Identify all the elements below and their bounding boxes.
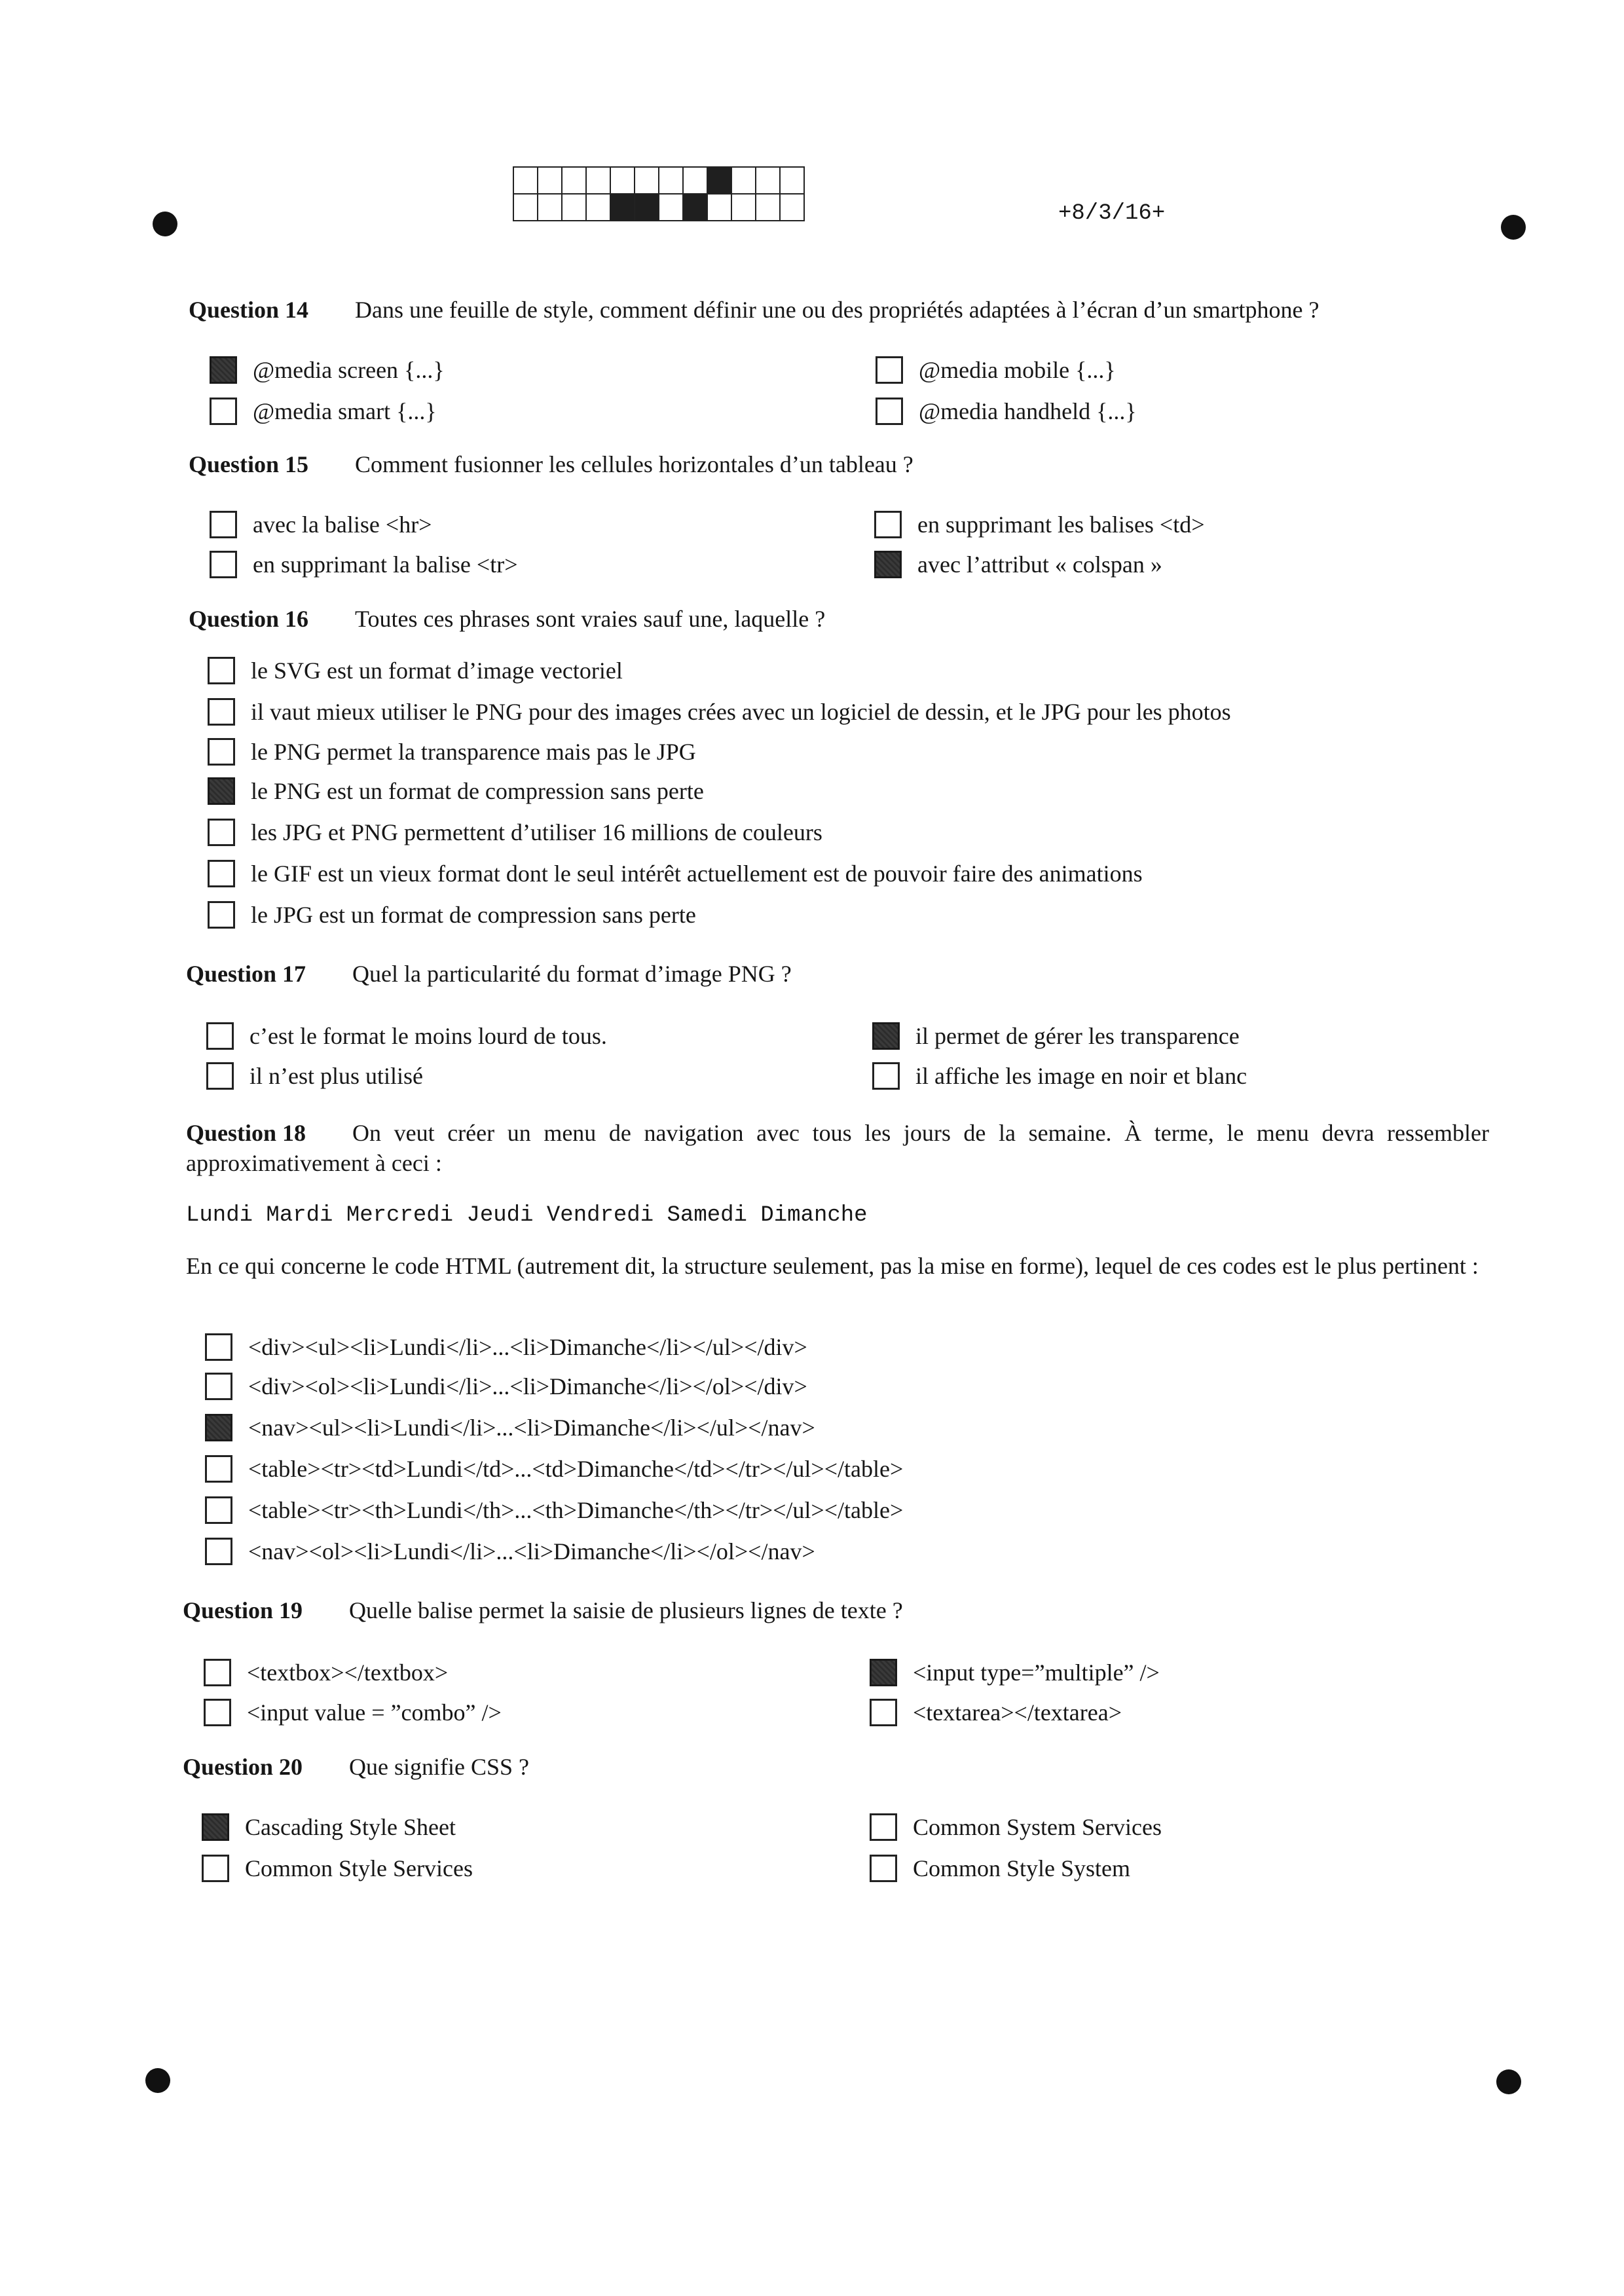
id-code-box [756,168,781,194]
question-18-option-1 [205,1333,807,1361]
option-label: en supprimant les balises <td> [917,511,1205,538]
option-label: le GIF est un vieux format dont le seul intérêt actuellement est de pouvoir faire des animations [251,861,1143,887]
checkbox [874,511,902,538]
checkbox [208,819,235,846]
option-label: il n’est plus utilisé [249,1063,423,1089]
question-label: Question 14 [189,297,309,323]
question-20-option-4 [870,1854,1130,1883]
option-label: en supprimant la balise <tr> [253,551,518,578]
option-label: le SVG est un format d’image vectoriel [251,657,623,684]
question-19-option-1 [204,1658,448,1687]
checkbox [876,398,903,425]
checkbox [204,1659,231,1686]
question-18-option-4 [205,1454,903,1483]
question-18-option-3 [205,1413,815,1442]
checkbox [210,551,237,578]
question-text: Dans une feuille de style, comment définir une ou des propriétés adaptées à l’écran d’un smartphone ? [355,297,1320,323]
option-label: <textarea></textarea> [913,1699,1122,1726]
question-18-option-5 [205,1496,903,1525]
option-label: @media handheld {...} [919,398,1137,424]
question-18-option-6 [205,1537,815,1566]
option-label: Cascading Style Sheet [245,1814,456,1840]
question-text: On veut créer un menu de navigation avec tous les jours de la semaine. À terme, le menu devra ressembler approximativement à ceci : [186,1120,1489,1176]
id-code-box [732,194,756,221]
option-label: <nav><ol><li>Lundi</li>...<li>Dimanche</li></ol></nav> [248,1538,815,1565]
checkbox [870,1813,897,1841]
checkbox [872,1062,900,1090]
option-label: <table><tr><td>Lundi</td>...<td>Dimanche</td></tr></ul></table> [248,1456,904,1482]
checkbox [205,1373,232,1400]
question-text: Quel la particularité du format d’image PNG ? [352,961,792,987]
option-label: avec l’attribut « colspan » [917,551,1162,578]
checkbox [202,1855,229,1882]
question-16-option-1 [208,656,623,685]
question-16-option-2 [208,697,1231,726]
question-18-option-2 [205,1372,807,1401]
option-label: c’est le format le moins lourd de tous. [249,1023,607,1049]
id-code-box [708,194,732,221]
question-text: Quelle balise permet la saisie de plusieurs lignes de texte ? [349,1597,903,1623]
option-label: <input type=”multiple” /> [913,1659,1160,1686]
question-20-option-3 [202,1854,473,1883]
question-15-option-3 [210,550,518,579]
question-20 [183,1752,1486,1782]
option-label: @media smart {...} [253,398,437,424]
question-14-option-2 [876,356,1116,384]
option-label: il vaut mieux utiliser le PNG pour des images crées avec un logiciel de dessin, et le JPG pour les photos [251,699,1231,725]
checkbox [205,1496,232,1524]
option-label: <textbox></textbox> [247,1659,449,1686]
checkbox [874,551,902,578]
question-14-option-1 [210,356,445,384]
option-label: le PNG est un format de compression sans perte [251,778,704,804]
checkbox [210,398,237,425]
registration-mark-top-right [1501,215,1526,240]
option-label: avec la balise <hr> [253,511,432,538]
id-code-box [732,168,756,194]
checkbox [206,1062,234,1090]
checkbox [870,1855,897,1882]
checkbox [205,1333,232,1361]
id-code-box [659,168,684,194]
question-text: Toutes ces phrases sont vraies sauf une, laquelle ? [355,606,826,632]
id-code-box [659,194,684,221]
registration-mark-top-left [153,212,177,236]
question-17-option-2 [872,1022,1240,1050]
checkbox [876,356,903,384]
option-label: @media mobile {...} [919,357,1116,383]
question-19-option-3 [204,1698,502,1727]
question-16-option-5 [208,818,822,847]
checkbox [205,1414,232,1441]
question-20-option-1 [202,1813,456,1842]
registration-mark-bottom-right [1496,2069,1521,2094]
option-label: il affiche les image en noir et blanc [915,1063,1247,1089]
option-label: <div><ul><li>Lundi</li>...<li>Dimanche</li></ul></div> [248,1334,807,1360]
registration-mark-bottom-left [145,2068,170,2093]
question-16-option-4 [208,777,704,805]
checkbox [208,698,235,726]
question-16-option-6 [208,859,1143,888]
option-label: <div><ol><li>Lundi</li>...<li>Dimanche</li></ol></div> [248,1373,807,1399]
option-label: @media screen {...} [253,357,445,383]
id-code-box [708,168,732,194]
checkbox [210,511,237,538]
checkbox [204,1699,231,1726]
question-15-option-2 [874,510,1205,539]
checkbox [208,860,235,887]
option-label: Common Style System [913,1855,1131,1881]
id-code-box [563,168,587,194]
example-menu-code: Lundi Mardi Mercredi Jeudi Vendredi Samedi Dimanche [186,1203,868,1228]
checkbox [872,1022,900,1050]
checkbox [206,1022,234,1050]
checkbox [208,738,235,766]
question-16-option-7 [208,900,696,929]
id-code-box [635,168,659,194]
checkbox [870,1659,897,1686]
option-label: Common Style Services [245,1855,473,1881]
question-19-option-2 [870,1658,1160,1687]
question-text: Que signifie CSS ? [349,1754,529,1780]
id-code-box [684,168,708,194]
question-17 [186,959,1489,989]
id-code-box [684,194,708,221]
id-code-grid [513,166,805,221]
option-label: il permet de gérer les transparence [915,1023,1240,1049]
question-19-option-4 [870,1698,1122,1727]
id-code-box [514,168,538,194]
question-15-option-1 [210,510,432,539]
option-label: Common System Services [913,1814,1162,1840]
question-label: Question 15 [189,451,309,477]
question-18 [186,1118,1489,1178]
question-label: Question 19 [183,1597,303,1623]
checkbox [870,1699,897,1726]
question-14-option-3 [210,397,437,426]
id-code-box [635,194,659,221]
id-code-box [611,194,635,221]
page-code: +8/3/16+ [1058,201,1166,226]
id-code-box [514,194,538,221]
id-code-box [611,168,635,194]
checkbox [205,1538,232,1565]
checkbox [210,356,237,384]
id-code-box [538,168,563,194]
question-16 [189,604,1492,634]
option-label: <input value = ”combo” /> [247,1699,502,1726]
question-16-option-3 [208,737,696,766]
id-code-box [756,194,781,221]
id-code-box [781,168,805,194]
question-15 [189,449,1492,479]
question-15-option-4 [874,550,1162,579]
id-code-box [781,194,805,221]
question-17-option-3 [206,1062,423,1090]
question-text: Comment fusionner les cellules horizontales d’un tableau ? [355,451,913,477]
checkbox [208,777,235,805]
checkbox [208,657,235,684]
question-17-option-4 [872,1062,1247,1090]
question-14 [189,295,1492,325]
checkbox [208,901,235,929]
question-label: Question 16 [189,606,309,632]
question-17-option-1 [206,1022,607,1050]
question-label: Question 20 [183,1754,303,1780]
question-19 [183,1595,1486,1625]
checkbox [202,1813,229,1841]
question-14-option-4 [876,397,1137,426]
option-label: le PNG permet la transparence mais pas le JPG [251,739,696,765]
question-label: Question 18 [186,1120,306,1146]
id-code-box [538,194,563,221]
option-label: <table><tr><th>Lundi</th>...<th>Dimanche</th></tr></ul></table> [248,1497,904,1523]
option-label: le JPG est un format de compression sans perte [251,902,696,928]
id-code-box [563,194,587,221]
question-label: Question 17 [186,961,306,987]
option-label: les JPG et PNG permettent d’utiliser 16 millions de couleurs [251,819,822,845]
id-code-box [587,194,611,221]
checkbox [205,1455,232,1483]
option-label: <nav><ul><li>Lundi</li>...<li>Dimanche</li></ul></nav> [248,1415,815,1441]
id-code-box [587,168,611,194]
question-20-option-2 [870,1813,1162,1842]
question-18-followup: En ce qui concerne le code HTML (autrement dit, la structure seulement, pas la mise en forme), lequel de ces codes est le plus pertinent : [186,1253,1479,1279]
